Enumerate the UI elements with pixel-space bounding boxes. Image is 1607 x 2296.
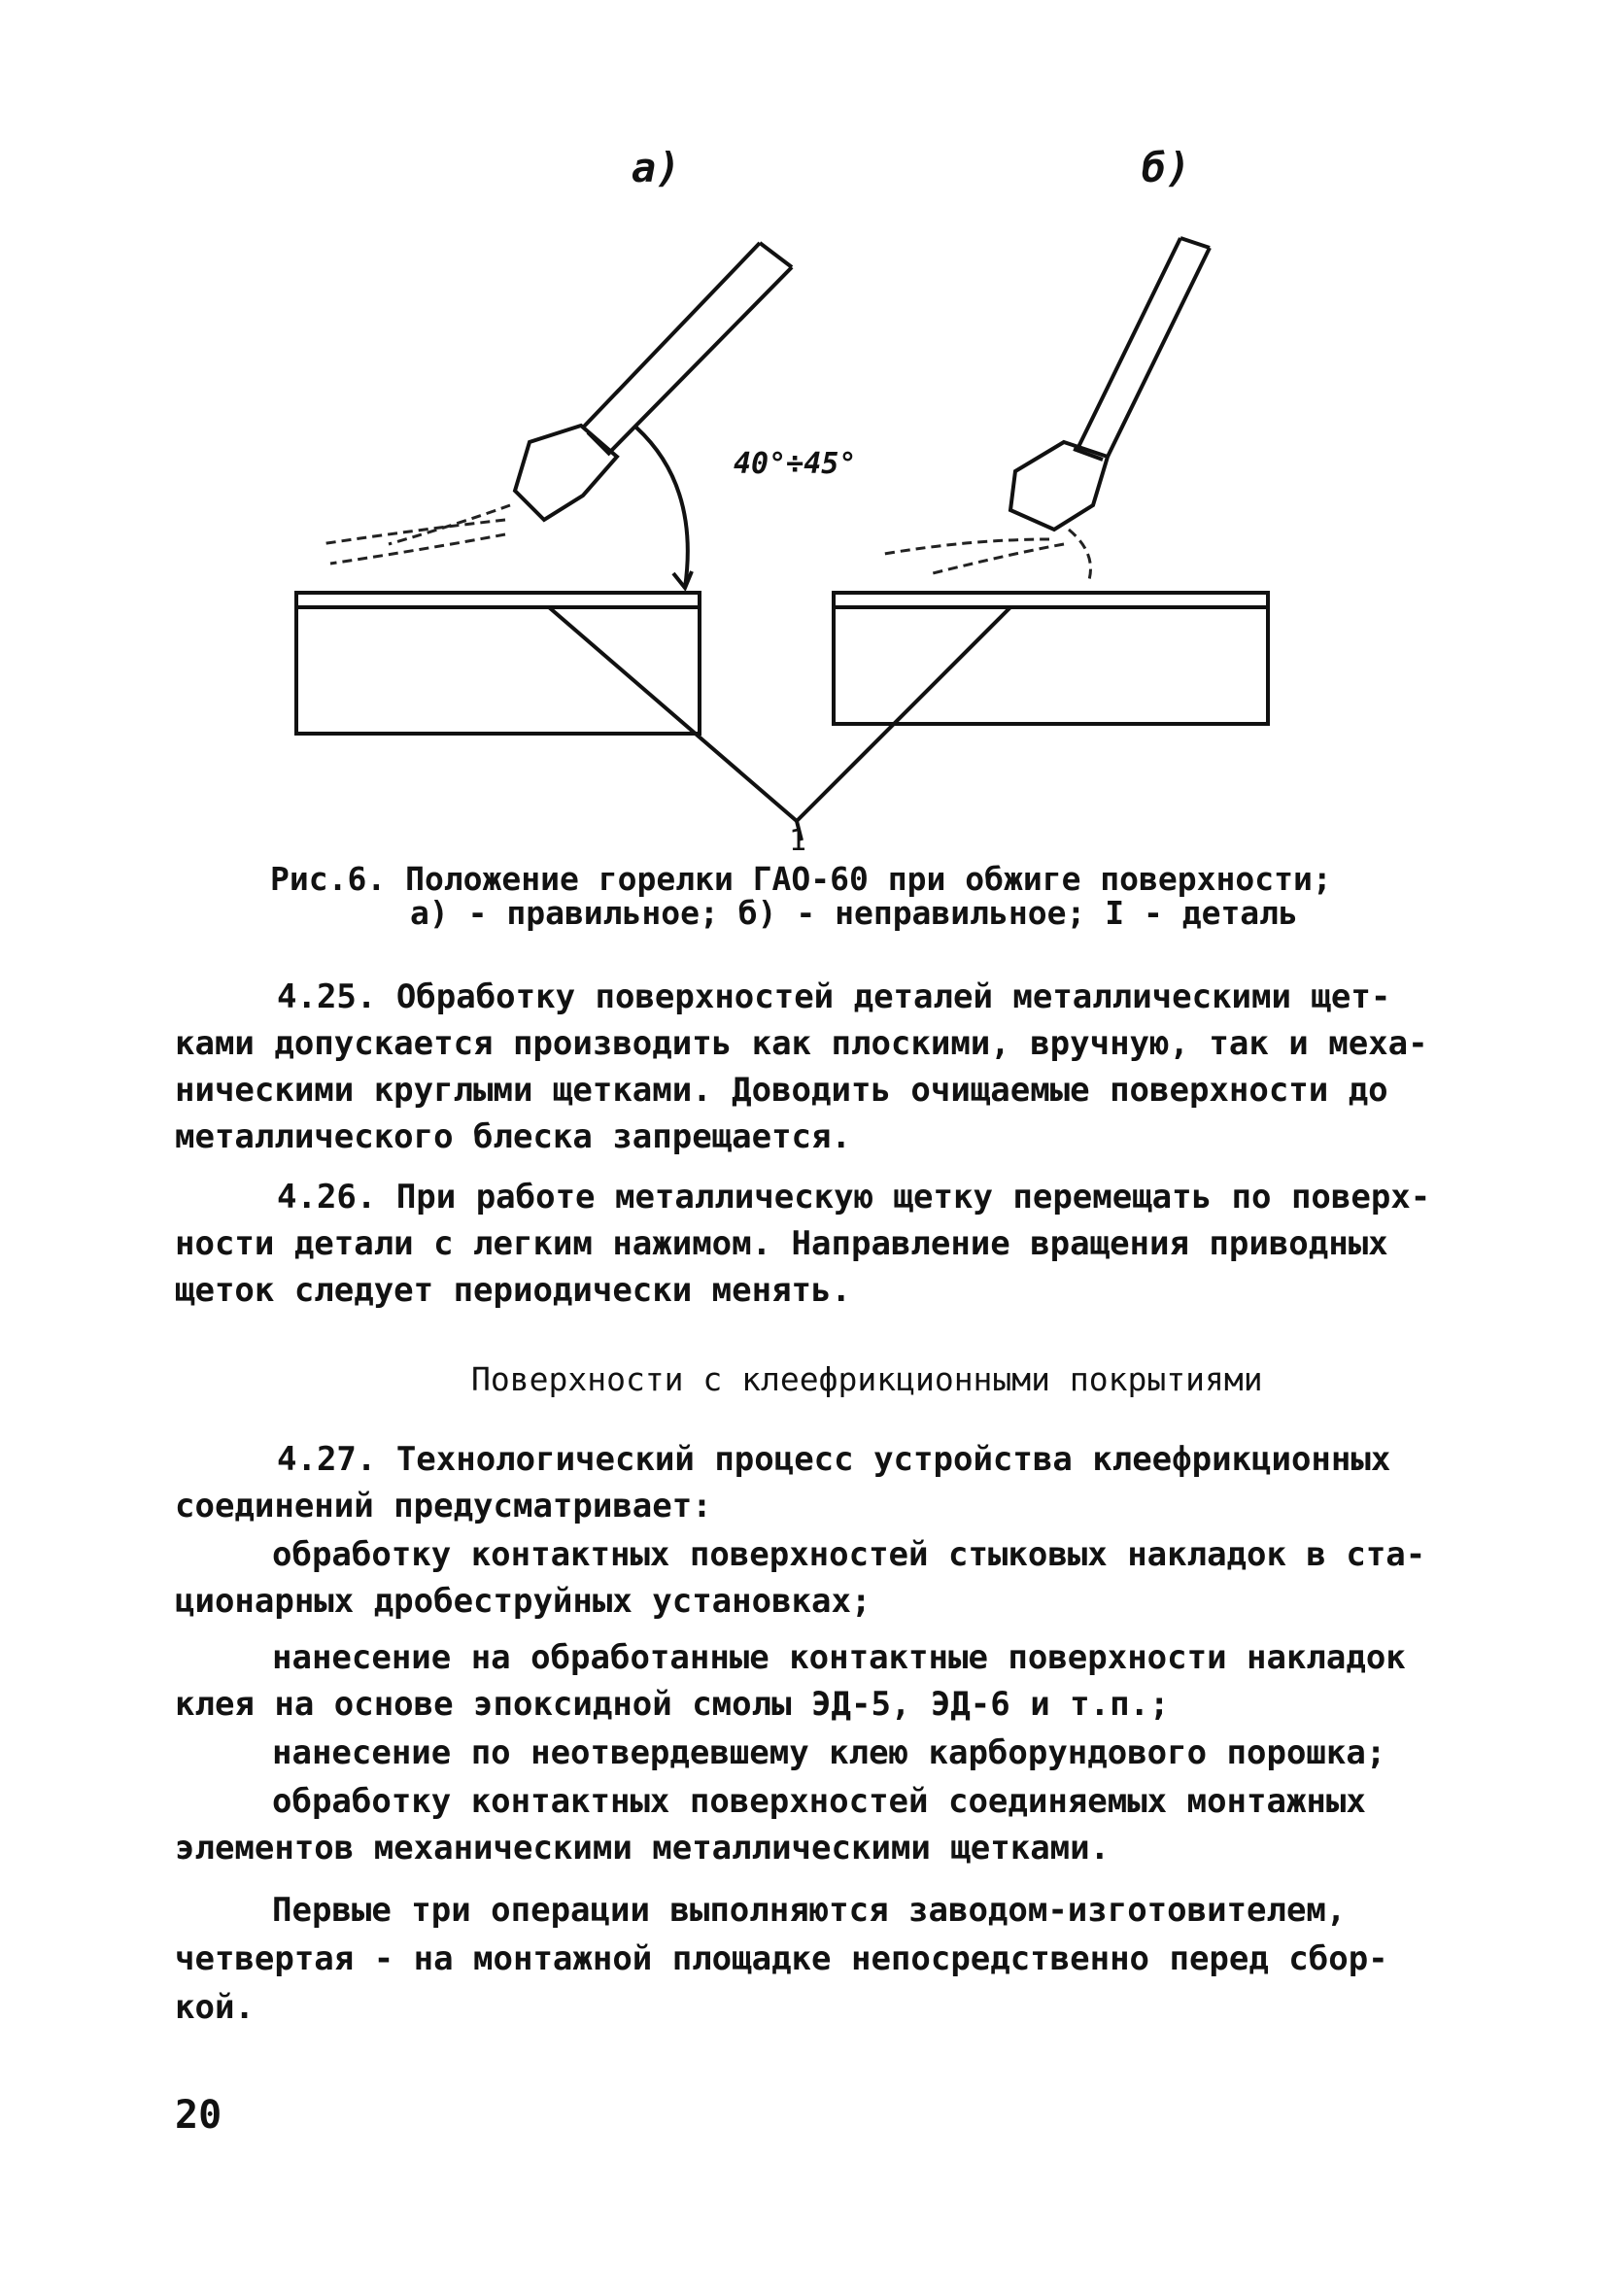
right-plate — [834, 593, 1268, 724]
figure-caption-line2: а) - правильное; б) - неправильное; I - деталь — [410, 894, 1298, 932]
left-plate — [296, 593, 700, 734]
p-last-line: Первые три операции выполняются заводом-изготовителем, — [272, 1891, 1347, 1930]
p427-line: 4.27. Технологический процесс устройства клеефрикционных — [277, 1440, 1391, 1479]
right-burner — [1010, 238, 1210, 530]
p-last-line: кой. — [175, 1988, 255, 2027]
p427-line: обработку контактных поверхностей стыковых накладок в ста- — [272, 1535, 1426, 1574]
p425-line: 4.25. Обработку поверхностей деталей металлическими щет- — [277, 977, 1391, 1016]
p427-line: клея на основе эпоксидной смолы ЭД-5, ЭД-6 и т.п.; — [175, 1685, 1170, 1724]
figure-angle-label: 40°÷45° — [734, 447, 857, 481]
p427-line: ционарных дробеструйных установках; — [175, 1582, 872, 1621]
p427-line: нанесение по неотвердевшему клею карборундового порошка; — [272, 1733, 1386, 1772]
section-title: Поверхности с клеефрикционными покрытиями — [471, 1360, 1263, 1398]
p426-line: 4.26. При работе металлическую щетку перемещать по поверх- — [277, 1178, 1431, 1217]
p425-line: металлического блеска запрещается. — [175, 1117, 851, 1156]
angle-arc — [636, 428, 688, 588]
figure-label-b: б) — [1142, 144, 1191, 191]
p427-line: элементов механическими металлическими щетками. — [175, 1829, 1111, 1868]
p-last-line: четвертая - на монтажной площадке непосредственно перед сбор- — [175, 1939, 1388, 1978]
p426-line: щеток следует периодически менять. — [175, 1271, 851, 1310]
p427-line: обработку контактных поверхностей соединяемых монтажных — [272, 1782, 1366, 1821]
p427-line: соединений предусматривает: — [175, 1487, 712, 1525]
figure-illustration — [0, 0, 1607, 874]
figure-label-a: а) — [632, 144, 681, 191]
p426-line: ности детали с легким нажимом. Направление вращения приводных — [175, 1224, 1388, 1263]
page-number: 20 — [175, 2093, 222, 2138]
p425-line: ническими круглыми щетками. Доводить очищаемые поверхности до — [175, 1071, 1388, 1110]
figure-callout-1: 1 — [789, 824, 807, 858]
figure-caption-line1: Рис.6. Положение горелки ГАО-60 при обжиге поверхности; — [270, 860, 1332, 898]
p427-line: нанесение на обработанные контактные поверхности накладок — [272, 1638, 1406, 1677]
p425-line: ками допускается производить как плоскими, вручную, так и меха- — [175, 1024, 1428, 1063]
